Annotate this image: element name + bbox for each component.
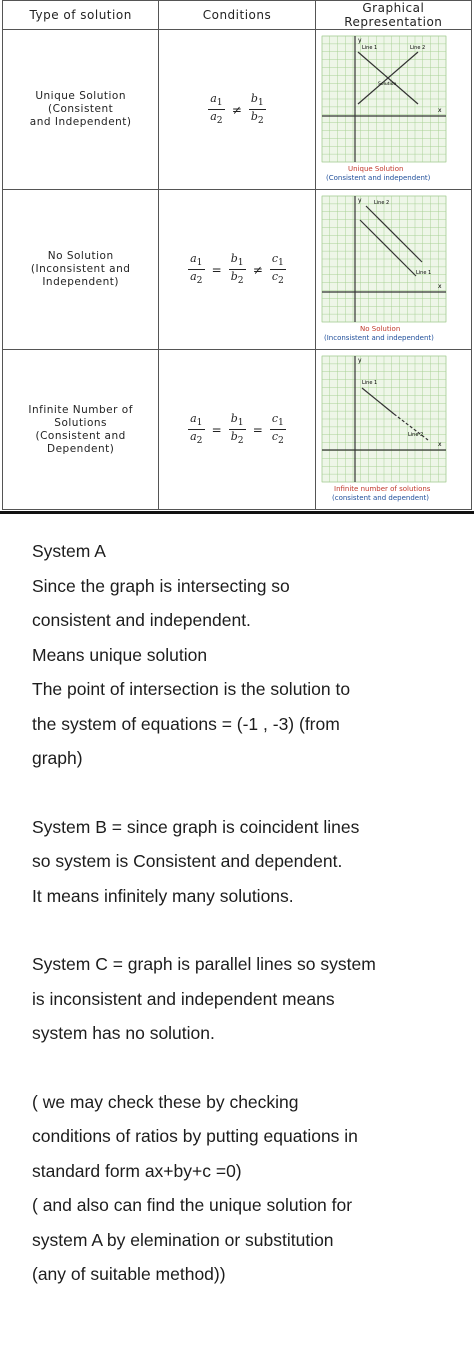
- type-line: and Independent): [29, 116, 132, 128]
- header-type: Type of solution: [3, 1, 159, 30]
- condition-cell-no-solution: $\frac{a_1}{a_2}$ = $\frac{b_1}{b_2}$ ≠ $\frac{c_1}{c_2}$: [159, 190, 315, 350]
- solution-line: the system of equations = (-1 , -3) (from: [32, 713, 340, 734]
- svg-text:x: x: [437, 107, 442, 114]
- header-graph: Graphical Representation: [315, 1, 471, 30]
- solution-line: (any of suitable method)): [32, 1264, 226, 1284]
- section-divider: [0, 511, 474, 514]
- type-line: No Solution: [47, 250, 114, 262]
- solution-line: System C = graph is parallel lines so system: [32, 954, 376, 974]
- graph-caption: (Consistent and independent): [325, 174, 431, 182]
- solution-line: ( and also can find the unique solution for: [32, 1195, 353, 1215]
- solution-line: is inconsistent and independent means: [32, 988, 335, 1009]
- no-solution-graph: [318, 192, 468, 347]
- solution-line: System B = since graph is coincident lines: [32, 816, 360, 837]
- type-line: Independent): [42, 276, 119, 288]
- solution-text: [32, 534, 462, 1292]
- svg-text:y: y: [357, 357, 362, 364]
- solution-line: It means infinitely many solutions.: [32, 885, 294, 906]
- solution-line: graph): [32, 748, 83, 768]
- solution-line: Means unique solution: [32, 644, 208, 665]
- svg-text:y: y: [357, 37, 362, 44]
- header-conditions: Conditions: [159, 1, 315, 30]
- graph-cell-unique: [315, 30, 471, 190]
- table-row: [3, 30, 472, 190]
- type-line: Unique Solution: [35, 90, 126, 102]
- svg-text:Line 2: Line 2: [407, 432, 423, 438]
- solution-line: System A: [32, 541, 106, 561]
- solution-label: Solution: [377, 82, 396, 87]
- svg-text:Line 2: Line 2: [373, 200, 389, 206]
- table-header-row: [3, 1, 472, 30]
- svg-text:Line 1: Line 1: [415, 270, 431, 276]
- unique-solution-graph: [318, 32, 468, 187]
- solution-line: Since the graph is intersecting so: [32, 575, 290, 596]
- svg-text:y: y: [357, 197, 362, 204]
- line-1-label: Line 1: [361, 45, 377, 51]
- type-line: Solutions: [54, 416, 108, 429]
- fraction-b: $\frac{b_1}{b_2}$: [250, 91, 264, 127]
- line-2-label: Line 2: [409, 45, 425, 51]
- graph-cell-infinite: [315, 350, 471, 510]
- solution-line: ( we may check these by checking: [32, 1091, 299, 1112]
- type-cell-unique: [3, 30, 159, 190]
- svg-text:Infinite number of solutions: Infinite number of solutions: [333, 485, 431, 493]
- type-line: Infinite Number of: [28, 403, 133, 416]
- graph-cell-no-solution: [315, 190, 471, 350]
- solution-line: standard form ax+by+c =0): [32, 1160, 242, 1181]
- type-line: (Inconsistent and: [30, 263, 131, 275]
- not-equal-sign: ≠: [231, 102, 242, 117]
- solution-line: The point of intersection is the solution to: [32, 679, 351, 699]
- svg-text:Line 1: Line 1: [361, 380, 377, 386]
- type-line: Dependent): [47, 442, 115, 455]
- svg-text:x: x: [437, 441, 442, 448]
- solution-line: system A by elemination or substitution: [32, 1229, 334, 1250]
- type-line: (Consistent and: [35, 429, 126, 442]
- solution-line: conditions of ratios by putting equations in: [32, 1126, 358, 1146]
- infinite-solutions-graph: [318, 352, 468, 507]
- graph-caption: Unique Solution: [347, 165, 404, 173]
- type-cell-infinite: [3, 350, 159, 510]
- fraction-a: $\frac{a_1}{a_2}$: [210, 91, 223, 127]
- solution-line: system has no solution.: [32, 1023, 215, 1043]
- table-row: [3, 350, 472, 510]
- svg-text:No Solution: No Solution: [359, 325, 400, 333]
- solution-line: consistent and independent.: [32, 610, 251, 630]
- svg-text:(Inconsistent and independent): (Inconsistent and independent): [323, 334, 434, 342]
- solution-types-table: [0, 0, 474, 503]
- condition-cell-unique: [159, 30, 315, 190]
- condition-cell-infinite: $\frac{a_1}{a_2}$ = $\frac{b_1}{b_2}$ = $\frac{c_1}{c_2}$: [159, 350, 315, 510]
- table-row: [3, 190, 472, 350]
- type-cell-no-solution: [3, 190, 159, 350]
- svg-text:x: x: [437, 283, 442, 290]
- svg-text:(consistent and dependent): (consistent and dependent): [331, 494, 429, 502]
- solution-line: so system is Consistent and dependent.: [32, 851, 343, 871]
- type-line: (Consistent: [48, 103, 114, 115]
